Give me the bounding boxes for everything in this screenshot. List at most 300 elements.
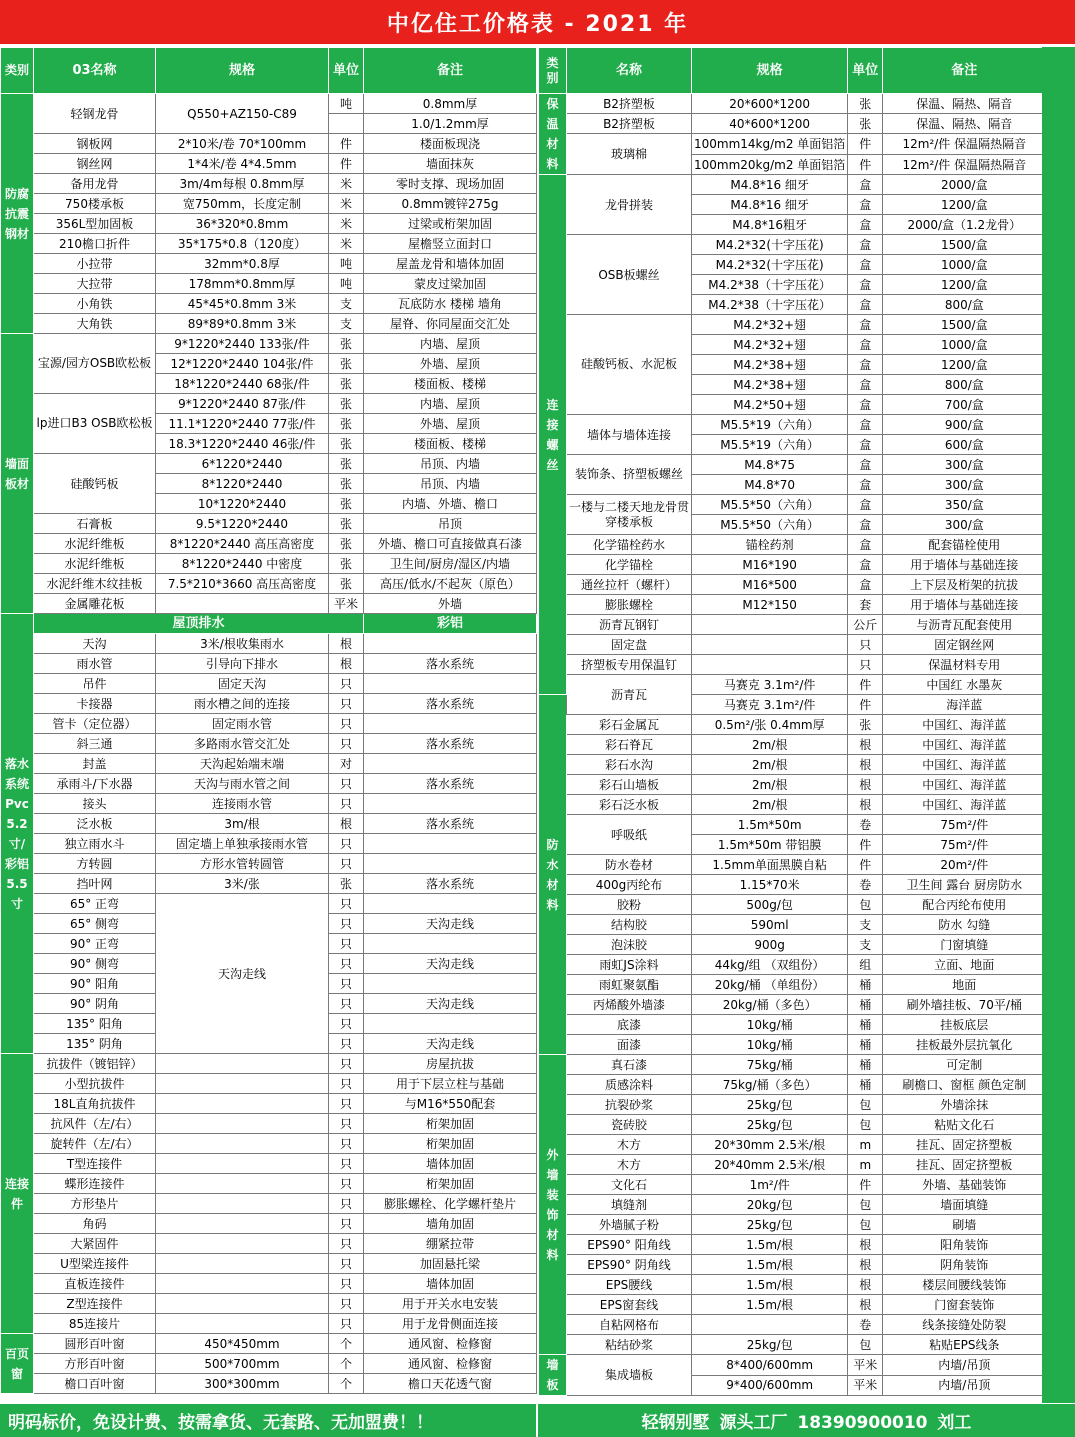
- item-spec: 10*1220*2440: [156, 494, 329, 514]
- item-remark: 吊顶: [364, 514, 537, 534]
- left-header-category: 类别: [1, 48, 34, 94]
- item-name: 水泥纤维板: [34, 534, 156, 554]
- item-name: 填缝剂: [567, 1195, 692, 1215]
- item-unit: 只: [329, 1054, 364, 1074]
- table-row: [539, 415, 1046, 435]
- item-remark: 外墙、屋顶: [364, 414, 537, 434]
- item-unit: 只: [329, 1254, 364, 1274]
- item-unit: 盒: [848, 455, 883, 475]
- table-row: [1, 1114, 537, 1134]
- item-spec: 天沟走线: [156, 894, 329, 1054]
- item-remark: 挂瓦、固定挤塑板: [883, 1135, 1046, 1155]
- item-unit: 只: [329, 854, 364, 874]
- item-spec: M5.5*50（六角）: [692, 515, 848, 535]
- item-spec: M5.5*50（六角）: [692, 495, 848, 515]
- item-unit: 只: [329, 1174, 364, 1194]
- right-header-unit: 单位: [848, 48, 883, 94]
- table-row: [539, 675, 1046, 695]
- item-unit: 桶: [848, 995, 883, 1015]
- item-unit: 根: [848, 795, 883, 815]
- item-spec: M12*150: [692, 595, 848, 615]
- table-row: [1, 714, 537, 734]
- item-remark: 300/盒: [883, 455, 1046, 475]
- item-unit: 平米: [848, 1375, 883, 1396]
- item-spec: 0.5m²/张 0.4mm厚: [692, 715, 848, 735]
- item-remark: 屋脊、你同屋面交汇处: [364, 314, 537, 334]
- item-unit: 吨: [329, 254, 364, 274]
- table-row: [1, 254, 537, 274]
- item-remark: 1200/盒: [883, 195, 1046, 215]
- right-category-cell: 保温材料: [539, 94, 567, 175]
- item-unit: 平米: [329, 594, 364, 614]
- table-row: [539, 1115, 1046, 1135]
- item-remark: 外墙、屋顶: [364, 354, 537, 374]
- item-unit: 张: [848, 94, 883, 114]
- table-row: [539, 735, 1046, 755]
- table-row: [1, 654, 537, 674]
- left-category-cell: 百页窗: [1, 1334, 34, 1394]
- item-spec: 10kg/桶: [692, 1015, 848, 1035]
- item-unit: 件: [848, 155, 883, 175]
- item-spec: 引导向下排水: [156, 654, 329, 674]
- item-spec: [692, 615, 848, 635]
- item-unit: 只: [329, 694, 364, 714]
- item-name: 玻璃棉: [567, 134, 692, 175]
- item-spec: 89*89*0.8mm 3米: [156, 314, 329, 334]
- table-row: [539, 875, 1046, 895]
- table-row: [1, 174, 537, 194]
- table-row: [1, 1154, 537, 1174]
- table-row: [539, 1335, 1046, 1355]
- table-row: [539, 635, 1046, 655]
- item-name: 木方: [567, 1155, 692, 1175]
- item-remark: 中国红、海洋蓝: [883, 795, 1046, 815]
- item-unit: 吨: [329, 274, 364, 294]
- item-remark: 楼面板、楼梯: [364, 434, 537, 454]
- table-row: [1, 1234, 537, 1254]
- item-unit: 平米: [848, 1355, 883, 1376]
- item-name: 吊件: [34, 674, 156, 694]
- table-row: [1, 1174, 537, 1194]
- item-spec: 35*175*0.8（120度）: [156, 234, 329, 254]
- item-spec: 25kg/包: [692, 1215, 848, 1235]
- item-remark: 与沥青瓦配套使用: [883, 615, 1046, 635]
- table-row: [1, 214, 537, 234]
- right-header-name: 名称: [567, 48, 692, 94]
- table-row: [1, 334, 537, 354]
- item-name: 丙烯酸外墙漆: [567, 995, 692, 1015]
- item-spec: 1.5m/根: [692, 1295, 848, 1315]
- item-remark: 挂板底层: [883, 1015, 1046, 1035]
- item-spec: [156, 1174, 329, 1194]
- item-name: 210檐口折件: [34, 234, 156, 254]
- table-row: [1, 694, 537, 714]
- item-remark: 墙角加固: [364, 1214, 537, 1234]
- item-name: 一楼与二楼天地龙骨贯穿楼承板: [567, 495, 692, 535]
- item-unit: 盒: [848, 235, 883, 255]
- right-header-row: [539, 48, 1046, 94]
- item-name: 18L直角抗拔件: [34, 1094, 156, 1114]
- item-name: 挤塑板专用保温钉: [567, 655, 692, 675]
- item-spec: 40*600*1200: [692, 114, 848, 134]
- item-unit: 桶: [848, 1035, 883, 1055]
- table-row: [539, 1135, 1046, 1155]
- item-remark: 桁架加固: [364, 1114, 537, 1134]
- item-spec: [156, 1314, 329, 1334]
- item-name: 备用龙骨: [34, 174, 156, 194]
- item-spec: 20kg/桶 （单组份）: [692, 975, 848, 995]
- table-row: [539, 1035, 1046, 1055]
- item-spec: M4.2*32+翅: [692, 335, 848, 355]
- left-category-cell: 墙面板材: [1, 334, 34, 614]
- item-spec: 20*30mm 2.5米/根: [692, 1135, 848, 1155]
- item-spec: 500g/包: [692, 895, 848, 915]
- item-name: 65° 正弯: [34, 894, 156, 914]
- item-remark: 1200/盒: [883, 275, 1046, 295]
- table-row: [539, 1355, 1046, 1376]
- item-remark: 保温、隔热、隔音: [883, 94, 1046, 114]
- item-remark: 800/盒: [883, 295, 1046, 315]
- item-spec: M4.8*75: [692, 455, 848, 475]
- table-row: [1, 1274, 537, 1294]
- item-unit: 盒: [848, 555, 883, 575]
- item-remark: [364, 934, 537, 954]
- table-row: [539, 1155, 1046, 1175]
- item-unit: 根: [848, 775, 883, 795]
- table-row: [539, 1295, 1046, 1315]
- item-remark: 1000/盒: [883, 255, 1046, 275]
- item-name: 大角铁: [34, 314, 156, 334]
- item-remark: 75m²/件: [883, 835, 1046, 855]
- item-spec: M16*500: [692, 575, 848, 595]
- table-row: [1, 1334, 537, 1354]
- item-name: 65° 侧弯: [34, 914, 156, 934]
- left-header-remark: 备注: [364, 48, 537, 94]
- item-unit: 支: [329, 294, 364, 314]
- item-name: 小型抗拔件: [34, 1074, 156, 1094]
- item-spec: 500*700mm: [156, 1354, 329, 1374]
- item-spec: 9*400/600mm: [692, 1375, 848, 1396]
- item-remark: [364, 1014, 537, 1034]
- item-remark: 用于下层立柱与基础: [364, 1074, 537, 1094]
- item-remark: [364, 674, 537, 694]
- item-remark: 屋檐竖立面封口: [364, 234, 537, 254]
- right-category-cell: 防水材料: [539, 695, 567, 1055]
- item-spec: 天沟起始端末端: [156, 754, 329, 774]
- item-unit: 根: [329, 634, 364, 654]
- table-row: [1, 454, 537, 474]
- item-unit: 包: [848, 1335, 883, 1355]
- item-remark: 门窗套装饰: [883, 1295, 1046, 1315]
- item-name: 木方: [567, 1135, 692, 1155]
- table-row: [539, 1255, 1046, 1275]
- item-name: 抗风件（左/右）: [34, 1114, 156, 1134]
- item-name: 质感涂料: [567, 1075, 692, 1095]
- table-row: [539, 1175, 1046, 1195]
- item-name: 斜三通: [34, 734, 156, 754]
- item-name: 抗拔件（镀铝锌）: [34, 1054, 156, 1074]
- footer-slogan: 明码标价，免设计费、按需拿货、无套路、无加盟费！！: [0, 1403, 536, 1437]
- item-remark: 阳角装饰: [883, 1235, 1046, 1255]
- item-name: 方转圆: [34, 854, 156, 874]
- item-remark: 内墙、屋顶: [364, 394, 537, 414]
- item-spec: 天沟与雨水管之间: [156, 774, 329, 794]
- item-remark: 内墙、外墙、檐口: [364, 494, 537, 514]
- item-unit: 张: [329, 354, 364, 374]
- item-unit: 盒: [848, 515, 883, 535]
- item-remark: 地面: [883, 975, 1046, 995]
- item-remark: 中国红、海洋蓝: [883, 715, 1046, 735]
- table-row: [539, 755, 1046, 775]
- item-remark: 落水系统: [364, 774, 537, 794]
- item-unit: 对: [329, 754, 364, 774]
- item-name: 挡叶网: [34, 874, 156, 894]
- left-category-cell: 防腐抗震钢材: [1, 94, 34, 334]
- item-unit: 根: [848, 1235, 883, 1255]
- item-remark: 1200/盒: [883, 355, 1046, 375]
- item-spec: [156, 1074, 329, 1094]
- item-remark: 吊顶、内墙: [364, 454, 537, 474]
- item-name: B2挤塑板: [567, 94, 692, 114]
- item-remark: 外墙: [364, 594, 537, 614]
- item-remark: 12m²/件 保温隔热隔音: [883, 155, 1046, 175]
- item-name: 轻钢龙骨: [34, 94, 156, 134]
- table-row: [1, 1054, 537, 1074]
- table-row: [539, 1055, 1046, 1075]
- table-row: [1, 854, 537, 874]
- item-spec: [692, 635, 848, 655]
- item-name: 356L型加固板: [34, 214, 156, 234]
- table-row: [1, 1134, 537, 1154]
- item-unit: 只: [329, 714, 364, 734]
- left-header-name: 03名称: [34, 48, 156, 94]
- item-name: Z型连接件: [34, 1294, 156, 1314]
- item-name: 85连接片: [34, 1314, 156, 1334]
- item-remark: 加固悬托梁: [364, 1254, 537, 1274]
- item-unit: 根: [329, 814, 364, 834]
- table-row: [539, 895, 1046, 915]
- item-name: 大紧固件: [34, 1234, 156, 1254]
- item-unit: 件: [848, 855, 883, 875]
- table-row: [1, 834, 537, 854]
- item-name: 卡接器: [34, 694, 156, 714]
- item-spec: Q550+AZ150-C89: [156, 94, 329, 134]
- item-name: 硅酸钙板: [34, 454, 156, 514]
- item-spec: 1.5m*50m: [692, 815, 848, 835]
- table-row: [1, 574, 537, 594]
- item-unit: 只: [329, 1314, 364, 1334]
- table-row: [1, 774, 537, 794]
- item-unit: 张: [329, 514, 364, 534]
- item-spec: [156, 1274, 329, 1294]
- item-spec: 9*1220*2440 133张/件: [156, 334, 329, 354]
- item-unit: 米: [329, 234, 364, 254]
- table-row: [539, 495, 1046, 515]
- item-name: 文化石: [567, 1175, 692, 1195]
- item-name: 独立雨水斗: [34, 834, 156, 854]
- item-remark: 绷紧拉带: [364, 1234, 537, 1254]
- table-row: [1, 274, 537, 294]
- item-unit: 件: [848, 695, 883, 715]
- item-unit: 盒: [848, 395, 883, 415]
- item-unit: 吨: [329, 94, 364, 114]
- item-spec: [156, 1134, 329, 1154]
- subhead-color-aluminum: 彩铝: [364, 614, 537, 634]
- item-unit: 盒: [848, 575, 883, 595]
- item-remark: 20m²/件: [883, 855, 1046, 875]
- table-row: [1, 814, 537, 834]
- item-name: 化学锚栓: [567, 555, 692, 575]
- table-row: [539, 855, 1046, 875]
- table-row: [1, 1094, 537, 1114]
- item-unit: 只: [329, 894, 364, 914]
- item-name: 小角铁: [34, 294, 156, 314]
- item-remark: 固定钢丝网: [883, 635, 1046, 655]
- item-spec: 2m/根: [692, 755, 848, 775]
- item-remark: 300/盒: [883, 515, 1046, 535]
- item-unit: 张: [329, 474, 364, 494]
- item-spec: M4.8*70: [692, 475, 848, 495]
- item-unit: 卷: [848, 815, 883, 835]
- item-unit: 张: [329, 454, 364, 474]
- item-name: 石膏板: [34, 514, 156, 534]
- item-remark: 天沟走线: [364, 1034, 537, 1054]
- item-spec: M16*190: [692, 555, 848, 575]
- item-name: 接头: [34, 794, 156, 814]
- item-name: 钢丝网: [34, 154, 156, 174]
- item-spec: 固定墙上单独承接雨水管: [156, 834, 329, 854]
- item-name: 外墙腻子粉: [567, 1215, 692, 1235]
- item-spec: M4.2*38（十字压花）: [692, 295, 848, 315]
- item-unit: 只: [329, 1294, 364, 1314]
- item-remark: 中国红、海洋蓝: [883, 775, 1046, 795]
- item-spec: 3米/张: [156, 874, 329, 894]
- item-name: 防水卷材: [567, 855, 692, 875]
- table-row: [539, 1095, 1046, 1115]
- item-name: 雨水管: [34, 654, 156, 674]
- item-unit: 套: [848, 595, 883, 615]
- item-name: 宝源/园方OSB欧松板: [34, 334, 156, 394]
- item-spec: 2m/根: [692, 795, 848, 815]
- item-name: 135° 阴角: [34, 1034, 156, 1054]
- item-unit: 件: [848, 835, 883, 855]
- table-row: [1, 1214, 537, 1234]
- item-unit: 张: [329, 534, 364, 554]
- table-row: [539, 815, 1046, 835]
- item-remark: 桁架加固: [364, 1134, 537, 1154]
- table-row: [1, 534, 537, 554]
- item-spec: 36*320*0.8mm: [156, 214, 329, 234]
- item-remark: 墙面填缝: [883, 1195, 1046, 1215]
- table-row: [539, 775, 1046, 795]
- table-row: [539, 715, 1046, 735]
- table-row: [539, 915, 1046, 935]
- item-spec: [156, 1114, 329, 1134]
- item-name: 彩石脊瓦: [567, 735, 692, 755]
- item-unit: 只: [329, 1134, 364, 1154]
- item-spec: [692, 1315, 848, 1335]
- item-name: 膨胀螺栓: [567, 595, 692, 615]
- left-header-spec: 规格: [156, 48, 329, 94]
- table-row: [539, 955, 1046, 975]
- item-name: 角码: [34, 1214, 156, 1234]
- item-unit: 盒: [848, 535, 883, 555]
- item-remark: 2000/盒: [883, 175, 1046, 195]
- table-row: [1, 554, 537, 574]
- item-remark: 落水系统: [364, 734, 537, 754]
- item-unit: 包: [848, 1215, 883, 1235]
- item-unit: 盒: [848, 215, 883, 235]
- item-name: EPS90° 阳角线: [567, 1235, 692, 1255]
- item-remark: 保温材料专用: [883, 655, 1046, 675]
- item-unit: 盒: [848, 475, 883, 495]
- item-unit: 只: [329, 1154, 364, 1174]
- item-spec: 宽750mm，长度定制: [156, 194, 329, 214]
- item-remark: 配合丙纶布使用: [883, 895, 1046, 915]
- item-unit: 只: [329, 1074, 364, 1094]
- item-unit: 件: [848, 1175, 883, 1195]
- item-unit: 张: [329, 554, 364, 574]
- item-remark: 膨胀螺栓、化学螺杆垫片: [364, 1194, 537, 1214]
- item-unit: m: [848, 1155, 883, 1175]
- table-row: [1, 754, 537, 774]
- item-unit: 包: [848, 1195, 883, 1215]
- table-row: [1, 94, 537, 114]
- item-remark: 350/盒: [883, 495, 1046, 515]
- item-name: 135° 阳角: [34, 1014, 156, 1034]
- item-unit: 包: [848, 1115, 883, 1135]
- item-remark: 零时支撑、现场加固: [364, 174, 537, 194]
- item-spec: 2m/根: [692, 775, 848, 795]
- item-unit: 只: [329, 1274, 364, 1294]
- item-spec: [156, 1234, 329, 1254]
- item-spec: 连接雨水管: [156, 794, 329, 814]
- item-remark: 外墙、基础装饰: [883, 1175, 1046, 1195]
- item-remark: 1000/盒: [883, 335, 1046, 355]
- item-name: 90° 阴角: [34, 994, 156, 1014]
- item-remark: 粘贴EPS线条: [883, 1335, 1046, 1355]
- item-spec: 固定天沟: [156, 674, 329, 694]
- item-remark: 楼层间腰线装饰: [883, 1275, 1046, 1295]
- subhead-roof-drainage: 屋顶排水: [34, 614, 364, 634]
- item-name: 硅酸钙板、水泥板: [567, 315, 692, 415]
- table-row: [1, 894, 537, 914]
- item-spec: 8*400/600mm: [692, 1355, 848, 1376]
- table-row: [539, 535, 1046, 555]
- item-spec: 75kg/桶（多色）: [692, 1075, 848, 1095]
- item-spec: 2m/根: [692, 735, 848, 755]
- item-unit: 只: [329, 1234, 364, 1254]
- table-row: [539, 315, 1046, 335]
- item-name: 水泥纤维板: [34, 554, 156, 574]
- item-remark: 用于龙骨侧面连接: [364, 1314, 537, 1334]
- item-unit: 只: [329, 1034, 364, 1054]
- table-row: [1, 154, 537, 174]
- item-spec: [156, 1094, 329, 1114]
- item-unit: 只: [848, 655, 883, 675]
- item-name: 墙体与墙体连接: [567, 415, 692, 455]
- item-unit: 张: [329, 434, 364, 454]
- item-spec: 1.5mm单面黑膜自粘: [692, 855, 848, 875]
- item-unit: 只: [329, 974, 364, 994]
- item-remark: [364, 794, 537, 814]
- table-row: [1, 1194, 537, 1214]
- left-category-cell: 落水系统Pvc5.2寸/彩铝5.5寸: [1, 614, 34, 1054]
- item-remark: 挂板最外层抗氧化: [883, 1035, 1046, 1055]
- item-unit: 个: [329, 1374, 364, 1394]
- item-spec: 100mm20kg/m2 单面铝箔: [692, 155, 848, 175]
- item-spec: M4.2*38+翅: [692, 355, 848, 375]
